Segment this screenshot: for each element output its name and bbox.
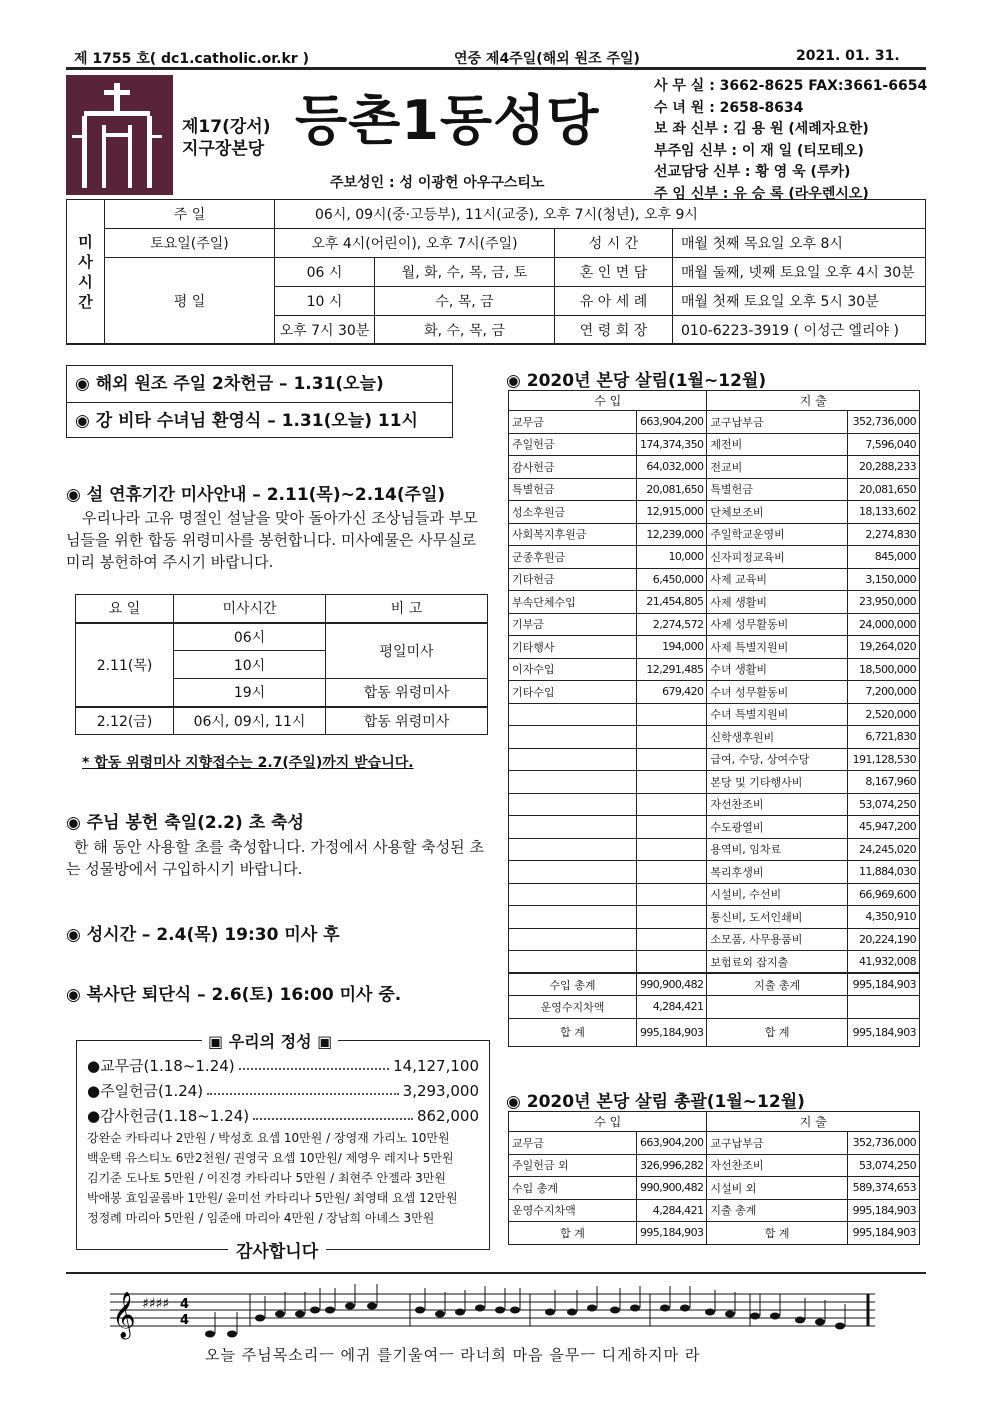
music-note-icon [610, 1307, 620, 1314]
notice-box [66, 365, 453, 438]
expense-item: 신자피정교육비 [707, 546, 848, 569]
summary-row [509, 1177, 920, 1200]
music-note-icon [587, 1305, 597, 1312]
finance-row [509, 906, 920, 929]
music-note-icon [750, 1313, 760, 1320]
holiday-note: 평일미사 [326, 623, 488, 679]
expense-item: 주일학교운영비 [707, 523, 848, 546]
income-item [509, 726, 637, 749]
music-note-icon [630, 1305, 640, 1312]
summary-income-header: 수 입 [509, 1112, 707, 1132]
holiday-text: 우리나라 고유 명절인 설날을 맞아 돌아가신 조상님들과 부모님들을 위한 합동 위령미사를 봉헌합니다. 미사예물은 사무실로 미리 봉헌하여 주시기 바랍니다. [66, 509, 478, 571]
music-note-icon [815, 1319, 825, 1326]
income-item [509, 748, 637, 771]
empty-cell [848, 996, 920, 1019]
income-amount [637, 703, 707, 726]
income-item [509, 771, 637, 794]
sunday-label: 주 일 [105, 200, 275, 229]
summary-income-amount: 995,184,903 [637, 1222, 707, 1245]
expense-item: 급여, 수당, 상여수당 [707, 748, 848, 771]
finance-row [509, 433, 920, 456]
expense-item: 통신비, 도서인쇄비 [707, 906, 848, 929]
issue-number: 제 1755 호( dc1.catholic.or.kr ) [74, 51, 309, 67]
finance-row [509, 478, 920, 501]
donor-line: 박애봉 효임골롬바 1만원/ 윤미선 카타리나 5만원/ 최영태 요셉 12만원 [87, 1191, 458, 1205]
music-note-icon [510, 1307, 520, 1314]
holiday-mass-table [75, 594, 488, 735]
finance-row [509, 613, 920, 636]
finance-row [509, 658, 920, 681]
expense-amount: 18,133,602 [848, 501, 920, 524]
holy-hour-notice: ◉ 성시간 – 2.4(목) 19:30 미사 후 [66, 925, 340, 945]
holiday-title: ◉ 설 연휴기간 미사안내 – 2.11(목)~2.14(주일) [66, 485, 446, 505]
expense-item: 특별헌금 [707, 478, 848, 501]
summary-row [509, 1199, 920, 1222]
offering-label: ●감사헌금(1.18~1.24) [87, 1107, 250, 1125]
summary-expense-amount: 589,374,653 [848, 1177, 920, 1200]
region-line-1: 제17(강서) [182, 117, 271, 137]
holy-hour-label: 성 시 간 [555, 229, 673, 258]
finance-title: ◉ 2020년 본당 살림(1월~12월) [506, 371, 767, 391]
income-total: 990,900,482 [637, 973, 707, 996]
expense-amount: 4,350,910 [848, 906, 920, 929]
finance-row [509, 883, 920, 906]
summary-expense-amount: 352,736,000 [848, 1132, 920, 1155]
income-amount: 20,081,650 [637, 478, 707, 501]
hymn-staff [110, 1282, 880, 1344]
expense-amount: 11,884,030 [848, 861, 920, 884]
svg-text:4: 4 [180, 1297, 190, 1312]
income-item: 기타헌금 [509, 568, 637, 591]
income-amount: 21,454,805 [637, 591, 707, 614]
income-amount: 663,904,200 [637, 411, 707, 434]
sum-expense: 995,184,903 [848, 1018, 920, 1046]
income-item [509, 838, 637, 861]
income-amount: 12,291,485 [637, 658, 707, 681]
expense-amount: 20,288,233 [848, 456, 920, 479]
music-note-icon [275, 1311, 285, 1318]
income-item [509, 703, 637, 726]
baptism-label: 유 아 세 례 [555, 287, 673, 316]
expense-item: 수녀 성무활동비 [707, 681, 848, 704]
balance-label: 운영수지차액 [509, 996, 637, 1019]
income-item: 기타행사 [509, 636, 637, 659]
income-item: 교무금 [509, 411, 637, 434]
music-note-icon [227, 1331, 237, 1338]
summary-income-amount: 990,900,482 [637, 1177, 707, 1200]
summary-expense-item: 자선찬조비 [707, 1154, 848, 1177]
summary-expense-item: 합 계 [707, 1222, 848, 1245]
contact-convent: 수 녀 원 : 2658-8634 [654, 99, 804, 116]
parish-title: 등촌1동성당 [295, 89, 600, 152]
income-amount [637, 951, 707, 974]
expense-amount: 20,224,190 [848, 928, 920, 951]
income-item: 사회복지후원금 [509, 523, 637, 546]
summary-expense-item: 교구납부금 [707, 1132, 848, 1155]
holy-hour-value: 매월 첫째 목요일 오후 8시 [673, 229, 926, 258]
expense-item: 소모품, 사무용품비 [707, 928, 848, 951]
expense-header: 지 출 [707, 391, 920, 411]
music-note-icon [680, 1305, 690, 1312]
income-amount [637, 883, 707, 906]
music-note-icon [367, 1303, 377, 1310]
music-note-icon [545, 1309, 555, 1316]
offerings-box [76, 1040, 490, 1250]
income-total-label: 수입 총계 [509, 973, 637, 996]
funeral-value: 010-6223-3919 ( 이성근 엘리야 ) [673, 316, 926, 345]
income-item: 기부금 [509, 613, 637, 636]
income-amount: 174,374,350 [637, 433, 707, 456]
expense-total-label: 지출 총계 [707, 973, 848, 996]
offering-row [77, 1078, 489, 1103]
hymn-lyrics: 오늘 주님목소리ㅡ 에귀 를기울여ㅡ 라너희 마음 을무ㅡ 디게하지마 라 [205, 1346, 701, 1364]
holiday-time: 19시 [174, 679, 326, 707]
income-amount: 10,000 [637, 546, 707, 569]
balance-amount: 4,284,421 [637, 996, 707, 1019]
income-amount: 2,274,572 [637, 613, 707, 636]
expense-amount: 66,969,600 [848, 883, 920, 906]
income-item: 감사헌금 [509, 456, 637, 479]
empty-cell [707, 996, 848, 1019]
altar-server-notice: ◉ 복사단 퇴단식 – 2.6(토) 16:00 미사 중. [66, 985, 402, 1005]
finance-sum-row [509, 1018, 920, 1046]
expense-amount: 7,596,040 [848, 433, 920, 456]
offerings-title: ▣ 우리의 정성 ▣ [202, 1029, 338, 1052]
expense-amount: 45,947,200 [848, 816, 920, 839]
expense-total: 995,184,903 [848, 973, 920, 996]
expense-amount: 845,000 [848, 546, 920, 569]
contact-pastor: 주 임 신부 : 유 승 록 (라우렌시오) [654, 185, 869, 202]
music-note-icon [567, 1309, 577, 1316]
summary-expense-amount: 995,184,903 [848, 1222, 920, 1245]
summary-row [509, 1222, 920, 1245]
expense-item: 수녀 특별지원비 [707, 703, 848, 726]
expense-amount: 41,932,008 [848, 951, 920, 974]
marriage-label: 혼 인 면 담 [555, 258, 673, 287]
music-note-icon [660, 1305, 670, 1312]
contact-office: 사 무 실 : 3662-8625 FAX:3661-6654 [654, 78, 928, 94]
income-item: 군종후원금 [509, 546, 637, 569]
donor-line: 강완순 카타리나 2만원 / 박성호 요셉 10만원 / 장영재 가리노 10만원 [87, 1131, 450, 1145]
income-amount: 679,420 [637, 681, 707, 704]
music-note-icon [705, 1309, 715, 1316]
donor-line: 김기준 도나토 5만원 / 이진경 카타리나 5만원 / 최현주 안젤라 3만원 [87, 1171, 446, 1185]
candle-title: ◉ 주님 봉헌 축일(2.2) 초 축성 [66, 813, 304, 833]
income-item [509, 793, 637, 816]
income-item: 주일헌금 [509, 433, 637, 456]
summary-row [509, 1132, 920, 1155]
music-note-icon [725, 1311, 735, 1318]
sum-label: 합 계 [707, 1018, 848, 1046]
income-item [509, 928, 637, 951]
income-item [509, 861, 637, 884]
weekday-label: 평 일 [105, 258, 275, 345]
income-item: 기타수입 [509, 681, 637, 704]
expense-amount: 6,721,830 [848, 726, 920, 749]
contact-mission-priest: 선교담당 신부 : 황 영 욱 (루카) [654, 164, 851, 180]
church-logo [66, 75, 173, 195]
offering-amount: 3,293,000 [402, 1081, 479, 1100]
weekday-days: 수, 목, 금 [375, 287, 555, 316]
finance-row [509, 748, 920, 771]
finance-row [509, 456, 920, 479]
finance-row [509, 726, 920, 749]
finance-row [509, 636, 920, 659]
expense-item: 단체보조비 [707, 501, 848, 524]
svg-text:4: 4 [180, 1313, 190, 1328]
summary-income-item: 주일헌금 외 [509, 1154, 637, 1177]
contact-assistant-priest: 보 좌 신부 : 김 용 원 (세례자요한) [654, 121, 869, 137]
expense-amount: 23,950,000 [848, 591, 920, 614]
summary-income-amount: 326,996,282 [637, 1154, 707, 1177]
expense-item: 본당 및 기타행사비 [707, 771, 848, 794]
expense-amount: 19,264,020 [848, 636, 920, 659]
weekday-time: 오후 7시 30분 [275, 316, 375, 345]
baptism-value: 매월 첫째 토요일 오후 5시 30분 [673, 287, 926, 316]
expense-amount: 20,081,650 [848, 478, 920, 501]
music-note-icon [770, 1313, 780, 1320]
music-note-icon [415, 1307, 425, 1314]
issue-header [66, 48, 926, 70]
mass-times-label: 미사시간 [67, 200, 105, 345]
summary-income-item: 수입 총계 [509, 1177, 637, 1200]
expense-item: 자선찬조비 [707, 793, 848, 816]
offering-row [77, 1103, 489, 1128]
finance-total-row [509, 973, 920, 996]
holiday-footnote: * 합동 위령미사 지향접수는 2.7(주일)까지 받습니다. [82, 755, 414, 771]
expense-amount: 24,245,020 [848, 838, 920, 861]
music-note-icon [835, 1323, 845, 1330]
income-amount [637, 748, 707, 771]
income-item [509, 906, 637, 929]
finance-row [509, 793, 920, 816]
income-item [509, 951, 637, 974]
expense-item: 시설비, 수선비 [707, 883, 848, 906]
summary-income-amount: 663,904,200 [637, 1132, 707, 1155]
expense-item: 사제 성무활동비 [707, 613, 848, 636]
expense-amount: 352,736,000 [848, 411, 920, 434]
holiday-time: 06시, 09시, 11시 [174, 707, 326, 735]
income-amount: 12,915,000 [637, 501, 707, 524]
holiday-day: 2.12(금) [76, 707, 174, 735]
income-amount [637, 793, 707, 816]
expense-item: 수녀 생활비 [707, 658, 848, 681]
finance-row [509, 523, 920, 546]
offering-label: ●교무금(1.18~1.24) [87, 1057, 235, 1075]
music-note-icon [310, 1307, 320, 1314]
holiday-day: 2.11(목) [76, 623, 174, 707]
finance-row [509, 681, 920, 704]
summary-expense-header: 지 출 [707, 1112, 920, 1132]
income-amount [637, 816, 707, 839]
music-note-icon [255, 1315, 265, 1322]
music-note-icon [295, 1311, 305, 1318]
finance-row [509, 411, 920, 434]
income-item [509, 883, 637, 906]
expense-amount: 53,074,250 [848, 793, 920, 816]
expense-item: 수도광열비 [707, 816, 848, 839]
offering-label: ●주일헌금(1.24) [87, 1082, 204, 1100]
finance-row [509, 591, 920, 614]
income-header: 수 입 [509, 391, 707, 411]
offering-amount: 862,000 [416, 1106, 479, 1125]
expense-item: 신학생후원비 [707, 726, 848, 749]
summary-income-item: 합 계 [509, 1222, 637, 1245]
offering-amount: 14,127,100 [393, 1056, 479, 1075]
finance-row [509, 703, 920, 726]
sunday-times: 06시, 09시(중·고등부), 11시(교중), 오후 7시(청년), 오후 9시 [275, 200, 926, 229]
saturday-label: 토요일(주일) [105, 229, 275, 258]
overseas-aid-notice: ◉ 해외 원조 주일 2차헌금 – 1.31(오늘) [75, 374, 384, 394]
income-amount [637, 928, 707, 951]
expense-item: 제전비 [707, 433, 848, 456]
income-amount [637, 726, 707, 749]
finance-row [509, 816, 920, 839]
summary-income-amount: 4,284,421 [637, 1199, 707, 1222]
music-note-icon [795, 1317, 805, 1324]
finance-row [509, 546, 920, 569]
income-amount: 12,239,000 [637, 523, 707, 546]
income-item: 성소후원금 [509, 501, 637, 524]
contact-list [654, 76, 927, 205]
region-line-2: 지구장본당 [182, 139, 265, 159]
finance-row [509, 501, 920, 524]
music-note-icon [345, 1303, 355, 1310]
finance-row [509, 928, 920, 951]
summary-income-item: 교무금 [509, 1132, 637, 1155]
summary-expense-amount: 995,184,903 [848, 1199, 920, 1222]
candle-text: 한 해 동안 사용할 초를 축성합니다. 가정에서 사용할 축성된 초는 성물방에서 구입하시기 바랍니다. [66, 838, 484, 878]
holiday-note: 합동 위령미사 [326, 679, 488, 707]
expense-amount: 7,200,000 [848, 681, 920, 704]
svg-text:♯♯♯♯: ♯♯♯♯ [142, 1296, 170, 1312]
thanks-text: 감사합니다 [228, 1237, 326, 1262]
summary-expense-item: 시설비 외 [707, 1177, 848, 1200]
expense-item: 복리후생비 [707, 861, 848, 884]
holiday-note: 합동 위령미사 [326, 707, 488, 735]
expense-amount: 2,274,830 [848, 523, 920, 546]
liturgical-day: 연중 제4주일(해외 원조 주일) [454, 51, 640, 67]
music-note-icon [475, 1305, 485, 1312]
col-note: 비 고 [326, 595, 488, 623]
holiday-time: 06시 [174, 623, 326, 651]
income-amount: 64,032,000 [637, 456, 707, 479]
patron-saint: 주보성인 : 성 이광헌 아우구스티노 [330, 175, 545, 191]
welcome-notice: ◉ 강 비타 수녀님 환영식 – 1.31(오늘) 11시 [67, 402, 452, 438]
income-amount: 194,000 [637, 636, 707, 659]
col-day: 요 일 [76, 595, 174, 623]
finance-row [509, 861, 920, 884]
expense-item: 사제 교육비 [707, 568, 848, 591]
hymn-divider [66, 1272, 926, 1274]
summary-expense-item: 지출 총계 [707, 1199, 848, 1222]
weekday-days: 화, 수, 목, 금 [375, 316, 555, 345]
income-amount [637, 771, 707, 794]
saturday-times: 오후 4시(어린이), 오후 7시(주일) [275, 229, 555, 258]
music-note-icon [435, 1311, 445, 1318]
summary-title: ◉ 2020년 본당 살림 총괄(1월~12월) [506, 1092, 805, 1112]
issue-date: 2021. 01. 31. [796, 48, 900, 64]
expense-amount: 2,520,000 [848, 703, 920, 726]
expense-item: 보험료외 잡지출 [707, 951, 848, 974]
income-item [509, 816, 637, 839]
mass-times-table [66, 199, 926, 345]
finance-row [509, 951, 920, 974]
expense-item: 전교비 [707, 456, 848, 479]
music-note-icon [325, 1307, 335, 1314]
sum-label: 합 계 [509, 1018, 637, 1046]
expense-amount: 8,167,960 [848, 771, 920, 794]
summary-row [509, 1154, 920, 1177]
income-item: 이자수입 [509, 658, 637, 681]
expense-item: 사제 생활비 [707, 591, 848, 614]
expense-amount: 18,500,000 [848, 658, 920, 681]
finance-row [509, 771, 920, 794]
income-amount: 6,450,000 [637, 568, 707, 591]
summary-income-item: 운영수지차액 [509, 1199, 637, 1222]
music-note-icon [205, 1331, 215, 1338]
sum-income: 995,184,903 [637, 1018, 707, 1046]
holiday-time: 10시 [174, 651, 326, 679]
expense-amount: 3,150,000 [848, 568, 920, 591]
expense-amount: 191,128,530 [848, 748, 920, 771]
summary-table [508, 1111, 920, 1245]
income-item: 특별헌금 [509, 478, 637, 501]
income-amount [637, 906, 707, 929]
weekday-days: 월, 화, 수, 목, 금, 토 [375, 258, 555, 287]
col-time: 미사시간 [174, 595, 326, 623]
expense-item: 용역비, 임차료 [707, 838, 848, 861]
summary-expense-amount: 53,074,250 [848, 1154, 920, 1177]
donor-line: 백운택 유스티노 6만2천원/ 권영국 요셉 10만원/ 제영우 레지나 5만원 [87, 1151, 454, 1165]
music-note-icon [455, 1309, 465, 1316]
weekday-time: 10 시 [275, 287, 375, 316]
music-note-icon [495, 1307, 505, 1314]
finance-balance-row [509, 996, 920, 1019]
finance-row [509, 568, 920, 591]
income-amount [637, 861, 707, 884]
finance-table [508, 390, 920, 1047]
expense-amount: 24,000,000 [848, 613, 920, 636]
treble-clef-icon: 𝄞 [112, 1292, 136, 1338]
parish-region [182, 116, 270, 160]
contact-associate-priest: 부주임 신부 : 이 재 일 (티모테오) [654, 142, 864, 159]
donor-line: 정정례 마리아 5만원 / 임준애 마리아 4만원 / 장남희 아녜스 3만원 [87, 1211, 435, 1225]
weekday-time: 06 시 [275, 258, 375, 287]
income-item: 부속단체수입 [509, 591, 637, 614]
finance-row [509, 838, 920, 861]
expense-item: 교구납부금 [707, 411, 848, 434]
income-amount [637, 838, 707, 861]
marriage-value: 매월 둘째, 넷째 토요일 오후 4시 30분 [673, 258, 926, 287]
offering-row [77, 1053, 489, 1078]
funeral-label: 연 령 회 장 [555, 316, 673, 345]
expense-item: 사제 특별지원비 [707, 636, 848, 659]
